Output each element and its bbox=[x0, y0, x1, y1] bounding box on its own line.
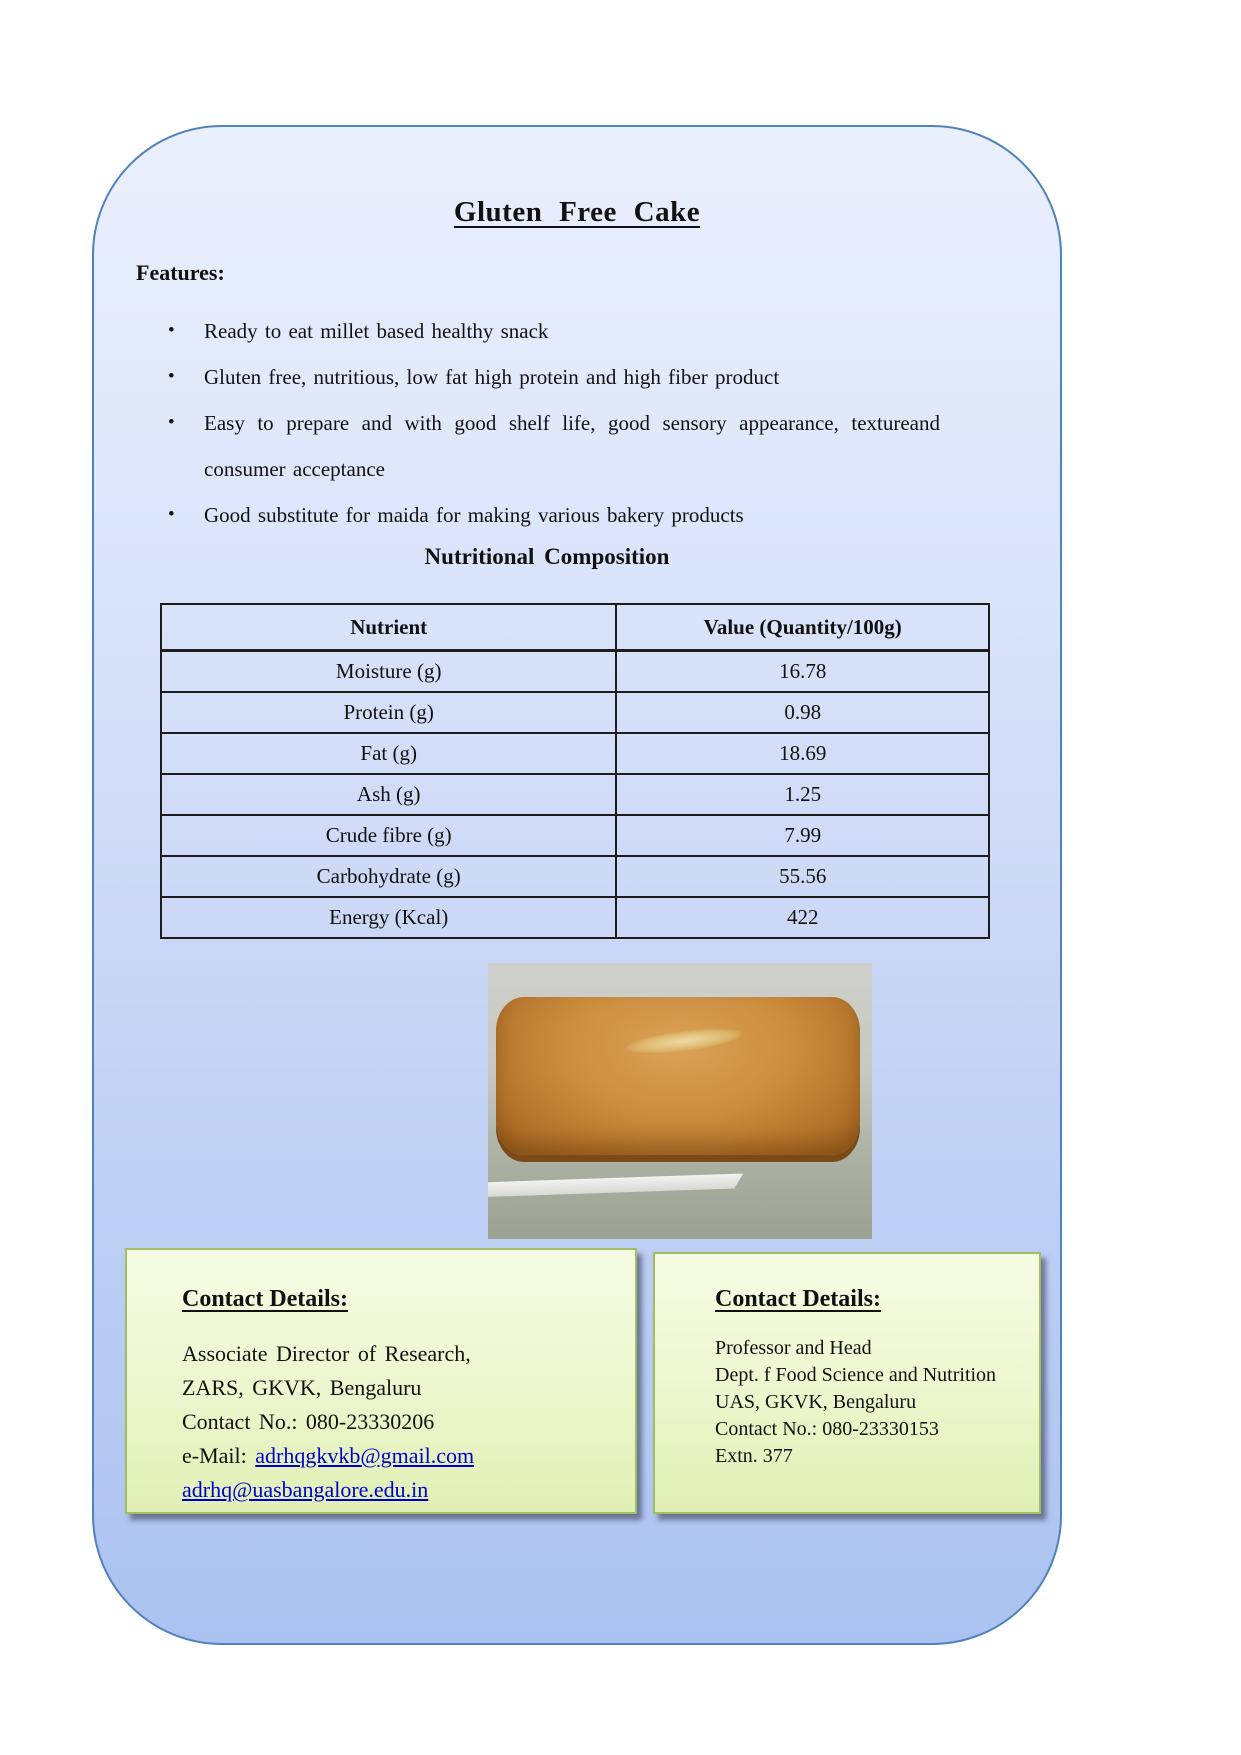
cake-loaf bbox=[496, 997, 860, 1155]
value-cell: 0.98 bbox=[616, 692, 989, 733]
value-cell: 422 bbox=[616, 897, 989, 938]
nutrient-cell: Moisture (g) bbox=[161, 651, 616, 693]
table-row bbox=[161, 856, 989, 897]
contact-email-line bbox=[182, 1473, 605, 1507]
features-list bbox=[168, 308, 940, 538]
cake-tray bbox=[488, 1173, 743, 1197]
features-heading: Features: bbox=[136, 260, 225, 285]
value-cell: 55.56 bbox=[616, 856, 989, 897]
feature-text: Good substitute for maida for making various bakery products bbox=[204, 503, 744, 527]
list-item bbox=[168, 354, 940, 400]
bullet-icon: • bbox=[168, 504, 175, 525]
contact-extension: Extn. 377 bbox=[715, 1445, 793, 1467]
nutrient-cell: Carbohydrate (g) bbox=[161, 856, 616, 897]
value-cell: 18.69 bbox=[616, 733, 989, 774]
nutrient-cell: Fat (g) bbox=[161, 733, 616, 774]
bullet-icon: • bbox=[168, 320, 175, 341]
cake-photo bbox=[488, 963, 872, 1239]
list-item bbox=[168, 492, 940, 538]
contact-role: Professor and Head bbox=[715, 1337, 872, 1359]
contact-phone: Contact No.: 080-23330153 bbox=[715, 1418, 939, 1440]
list-item bbox=[168, 400, 940, 492]
column-header-nutrient: Nutrient bbox=[161, 604, 616, 651]
table-row bbox=[161, 651, 989, 693]
table-row bbox=[161, 897, 989, 938]
nutrient-cell: Crude fibre (g) bbox=[161, 815, 616, 856]
contact-box-right bbox=[653, 1252, 1041, 1514]
feature-text: Easy to prepare and with good shelf life, good sensory appearance, textureand consumer acceptance bbox=[204, 411, 940, 481]
list-item bbox=[168, 308, 940, 354]
contact-box-left bbox=[125, 1248, 637, 1514]
nutrient-cell: Protein (g) bbox=[161, 692, 616, 733]
nutrient-cell: Energy (Kcal) bbox=[161, 897, 616, 938]
column-header-value: Value (Quantity/100g) bbox=[616, 604, 989, 651]
contact-dept: Dept. f Food Science and Nutrition bbox=[715, 1364, 997, 1386]
table-row bbox=[161, 774, 989, 815]
table-row bbox=[161, 815, 989, 856]
table-row bbox=[161, 692, 989, 733]
nutrient-cell: Ash (g) bbox=[161, 774, 616, 815]
contact-heading: Contact Details: bbox=[715, 1286, 881, 1312]
contact-email-line bbox=[182, 1439, 605, 1473]
bullet-icon: • bbox=[168, 412, 175, 433]
contact-phone: Contact No.: 080-23330206 bbox=[182, 1409, 435, 1434]
page-title: Gluten Free Cake bbox=[453, 196, 701, 228]
nutrition-table bbox=[160, 603, 990, 939]
contact-heading: Contact Details: bbox=[182, 1286, 348, 1312]
value-cell: 7.99 bbox=[616, 815, 989, 856]
table-header-row bbox=[161, 604, 989, 651]
contact-role: Associate Director of Research, bbox=[182, 1341, 471, 1366]
contact-org: ZARS, GKVK, Bengaluru bbox=[182, 1375, 422, 1400]
value-cell: 16.78 bbox=[616, 651, 989, 693]
email-link-gmail[interactable]: adrhqgkvkb@gmail.com bbox=[255, 1443, 475, 1468]
email-link-uas[interactable]: adrhq@uasbangalore.edu.in bbox=[182, 1477, 429, 1502]
feature-text: Ready to eat millet based healthy snack bbox=[204, 319, 549, 343]
value-cell: 1.25 bbox=[616, 774, 989, 815]
nutrition-table-heading: Nutritional Composition bbox=[424, 544, 670, 569]
table-row bbox=[161, 733, 989, 774]
cake-crack bbox=[625, 1024, 743, 1058]
contact-org: UAS, GKVK, Bengaluru bbox=[715, 1391, 917, 1413]
feature-text: Gluten free, nutritious, low fat high protein and high fiber product bbox=[204, 365, 780, 389]
email-label: e-Mail: bbox=[182, 1443, 256, 1468]
bullet-icon: • bbox=[168, 366, 175, 387]
